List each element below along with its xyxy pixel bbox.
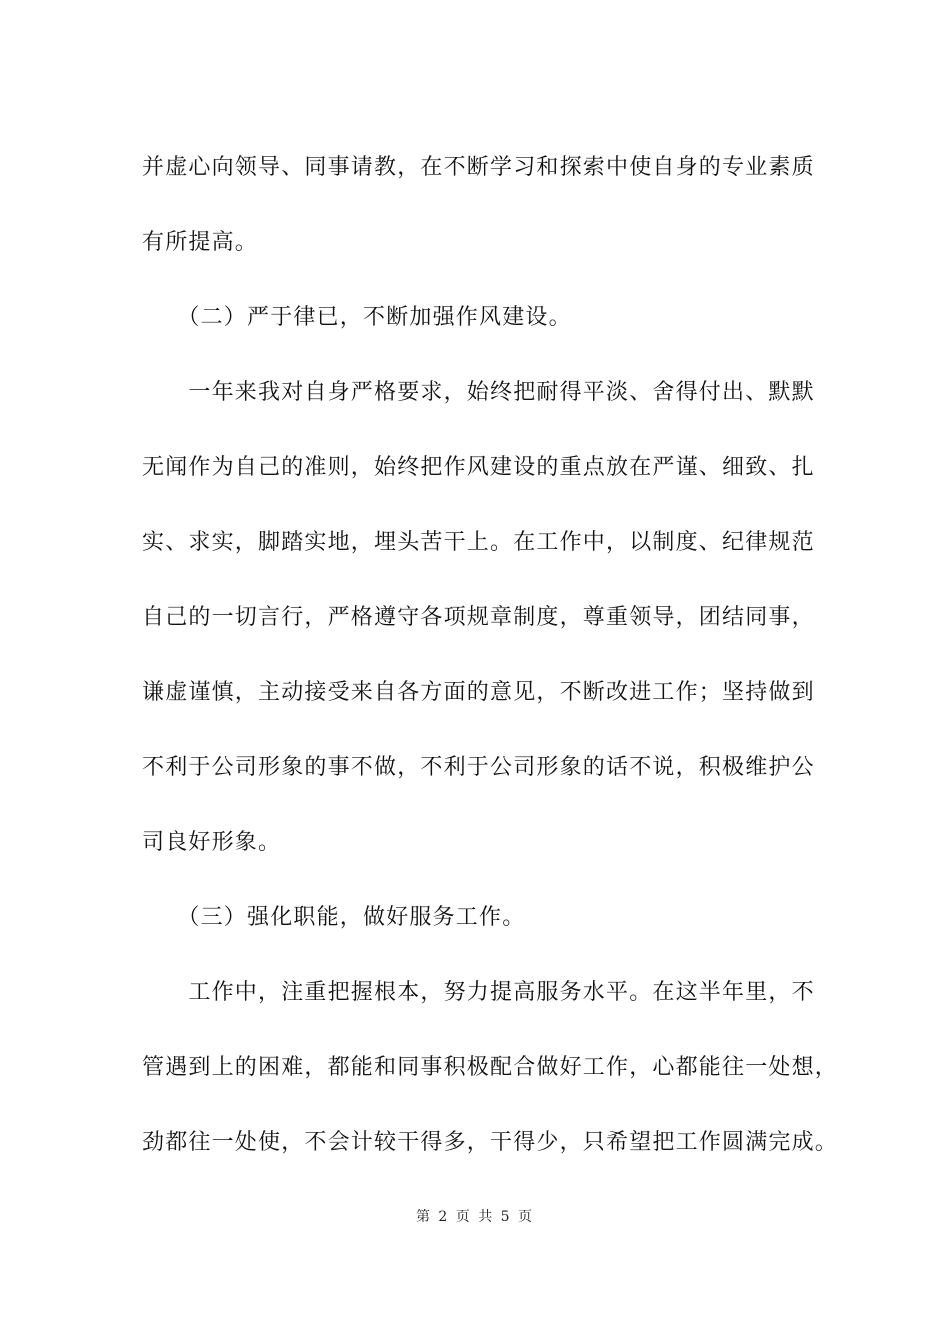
text-line: 不利于公司形象的事不做，不利于公司形象的话不说，积极维护公 xyxy=(142,755,815,780)
text-line: 管遇到上的困难，都能和同事积极配合做好工作，心都能往一处想， xyxy=(142,1055,839,1080)
text-line: 一年来我对自身严格要求，始终把耐得平淡、舍得付出、默默 xyxy=(142,380,815,405)
text-line: 有所提高。 xyxy=(142,230,259,255)
text-line: 司良好形象。 xyxy=(142,830,282,855)
text-line: 劲都往一处使，不会计较干得多，干得少，只希望把工作圆满完成。 xyxy=(142,1130,839,1155)
page-number-footer: 第 2 页 共 5 页 xyxy=(415,1209,535,1225)
section-heading: （二）严于律已，不断加强作风建设。 xyxy=(142,305,572,330)
text-line: 无闻作为自己的准则，始终把作风建设的重点放在严谨、细致、扎 xyxy=(142,455,815,480)
body-text xyxy=(142,130,839,1180)
text-line: 自己的一切言行，严格遵守各项规章制度，尊重领导，团结同事， xyxy=(142,605,815,630)
text-line: 工作中，注重把握根本，努力提高服务水平。在这半年里，不 xyxy=(142,980,815,1005)
text-line: 实、求实，脚踏实地，埋头苦干上。在工作中，以制度、纪律规范 xyxy=(142,530,815,555)
text-line: 并虚心向领导、同事请教，在不断学习和探索中使自身的专业素质 xyxy=(142,155,815,180)
text-line: 谦虚谨慎，主动接受来自各方面的意见，不断改进工作；坚持做到 xyxy=(142,680,815,705)
section-heading: （三）强化职能，做好服务工作。 xyxy=(142,905,526,930)
